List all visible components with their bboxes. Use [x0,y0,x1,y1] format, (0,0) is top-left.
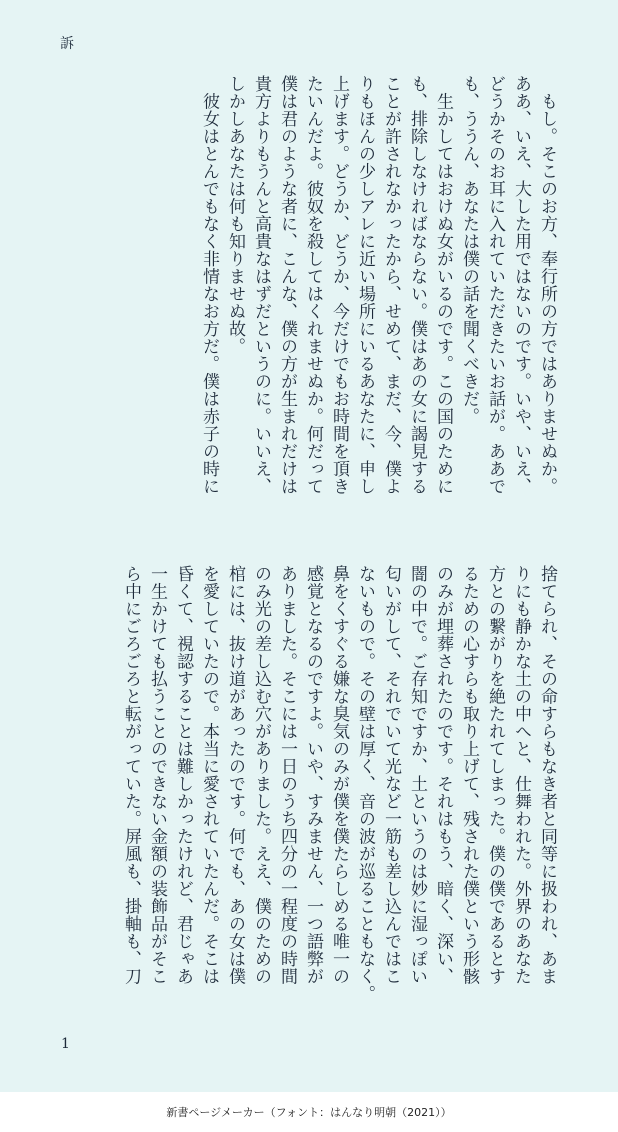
text-line: 棺には、抜け道があったのです。何でも、あの女は僕 [225,565,245,985]
text-line: 感覚となるのですよ。いや、すみません、一つ語弊が [303,565,323,985]
page-title: 訴 [60,36,74,52]
text-line: 一生かけても払うことのできない金額の装飾品がそこ [147,565,167,985]
text-line: ないもので。その壁は厚く、音の波が巡ることもなく。 [355,565,375,1003]
text-line: 彼女はとんでもなく非情なお方だ。僕は赤子の時に [199,75,219,495]
text-line: 生かしてはおけぬ女がいるのです。この国のために [433,75,453,495]
footer-caption: 新書ページメーカー（フォント：はんなり明朝（2021）） [166,1106,452,1119]
text-line: 上げます。どうか、どうか、今だけでもお時間を頂き [329,75,349,495]
text-line: 昏くて、視認することは難しかったけれど、君じゃあ [173,565,193,985]
text-line: ことが許されなかったから、せめて、まだ、今、僕よ [381,75,401,495]
text-line: 闇の中で。ご存知ですか、土というのは妙に湿っぽい [407,565,427,985]
text-line: 匂いがして、それでいて光など一筋も差し込んではこ [381,565,401,985]
text-line: りにも静かな土の中へと、仕舞われた。外界のあなた [511,565,531,985]
text-line: を愛していたので。本当に愛されていたんだ。そこは [199,565,219,985]
text-line: も、排除しなければならない。僕はあの女に謁見する [407,75,427,495]
text-line: たいんだよ。彼奴を殺してはくれませぬか。何だって [303,75,323,495]
text-line: ら中にごろごろと転がっていた。屏風も、掛軸も、刀 [121,565,141,985]
text-line: も、ううん、あなたは僕の話を聞くべきだ。 [459,75,479,425]
text-line: りもほんの少しアレに近い場所にいるあなたに、申し [355,75,375,495]
text-line: 捨てられ、その命すらもなき者と同等に扱われ、あま [537,565,557,985]
text-line: 僕は君のような者に、こんな、僕の方が生まれだけは [277,75,297,495]
text-line: どうかそのお耳に入れていただきたいお話が。ああで [485,75,505,495]
page-number: 1 [61,1036,70,1052]
text-line: もし。そこのお方、奉行所の方ではありませぬか。 [537,75,557,495]
text-line: ありました。そこには一日のうち四分の一程度の時間 [277,565,297,985]
text-line: ああ、いえ、大した用ではないのです。いや、いえ、 [511,75,531,495]
text-line: 貴方よりもうんと高貴なはずだというのに。いいえ、 [251,75,271,495]
text-line: しかしあなたは何も知りませぬ故。 [225,75,245,355]
text-block-bottom [56,565,560,1025]
text-line: 鼻をくすぐる嫌な臭気のみが僕を僕たらしめる唯一の [329,565,349,985]
text-block-top [56,75,560,535]
text-line: るための心すらも取り上げて、残された僕という形骸 [459,565,479,985]
text-line: のみが埋葬されたのです。それはもう、暗く、深い、 [433,565,453,985]
text-line: のみ光の差し込む穴がありました。ええ、僕のための [251,565,271,985]
text-line: 方との繋がりを絶たれてしまった。僕の僕であるとす [485,565,505,985]
